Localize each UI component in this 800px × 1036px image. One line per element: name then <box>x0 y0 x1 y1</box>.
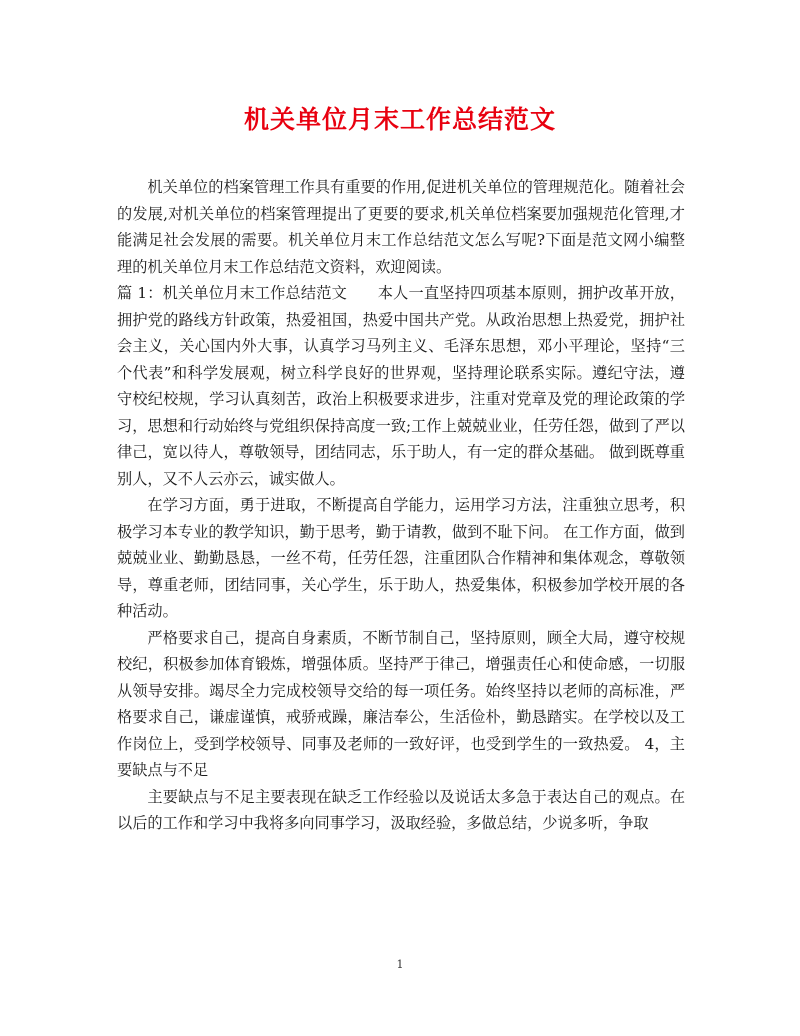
paragraph-section-1: 篇 1：机关单位月末工作总结范文 本人一直坚持四项基本原则，拥护改革开放，拥护党的路线方针政策，热爱祖国，热爱中国共产党。从政治思想上热爱党，拥护社会主义，关心国内外大事，认真学习马列主义、毛泽东思想，邓小平理论，坚持“三个代表”和科学发展观，树立科学良好的世界观，坚持理论联系实际。遵纪守法，遵守校纪校规，学习认真刻苦，政治上积极要求进步，注重对党章及党的理论政策的学习，思想和行动始终与党组织保持高度一致;工作上兢兢业业，任劳任怨，做到了严以律己，宽以待人，尊敬领导，团结同志，乐于助人，有一定的群众基础。 做到既尊重别人，又不人云亦云，诚实做人。 <box>117 284 685 488</box>
document-body <box>117 174 685 837</box>
paragraph-intro: 机关单位的档案管理工作具有重要的作用,促进机关单位的管理规范化。随着社会的发展,对机关单位的档案管理提出了更要的要求,机关单位档案要加强规范化管理,才能满足社会发展的需要。机关单位月末工作总结范文怎么写呢?下面是范文网小编整理的机关单位月末工作总结范文资料，欢迎阅读。 <box>117 178 685 276</box>
paragraph-study: 在学习方面，勇于进取，不断提高自学能力，运用学习方法，注重独立思考，积极学习本专业的教学知识，勤于思考，勤于请教，做到不耻下问。 在工作方面，做到兢兢业业、勤勤恳恳，一丝不苟，任劳任怨，注重团队合作精神和集体观念，尊敬领导，尊重老师，团结同事，关心学生，乐于助人，热爱集体，积极参加学校开展的各种活动。 <box>117 496 685 620</box>
paragraph-self-discipline: 严格要求自己，提高自身素质，不断节制自己，坚持原则，顾全大局，遵守校规校纪，积极参加体育锻炼，增强体质。坚持严于律己，增强责任心和使命感，一切服从领导安排。竭尽全力完成校领导交给的每一项任务。始终坚持以老师的高标准，严格要求自己，谦虚谨慎，戒骄戒躁，廉洁奉公，生活俭朴，勤恳踏实。在学校以及工作岗位上，受到学校领导、同事及老师的一致好评，也受到学生的一致热爱。 4，主要缺点与不足 <box>117 628 685 779</box>
paragraph-shortcomings: 主要缺点与不足主要表现在缺乏工作经验以及说话太多急于表达自己的观点。在以后的工作和学习中我将多向同事学习，汲取经验，多做总结，少说多听，争取 <box>117 787 685 832</box>
document-title: 机关单位月末工作总结范文 <box>243 105 556 134</box>
page-number: 1 <box>396 958 404 971</box>
